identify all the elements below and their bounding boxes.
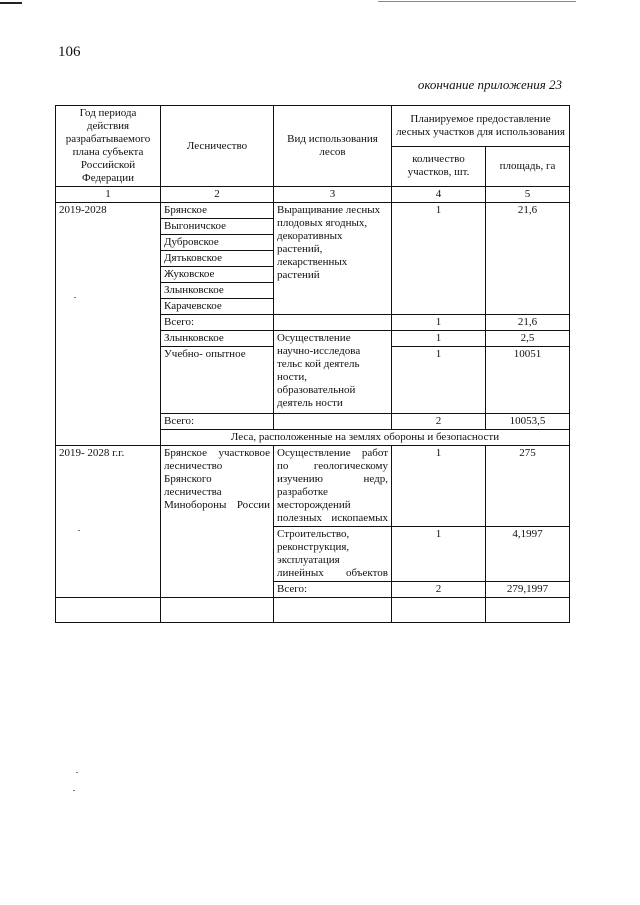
empty-cell: [392, 598, 486, 623]
use-cell: Выращивание лесных плодовых ягодных, декоративных растений, лекарственных растений: [274, 203, 392, 315]
table-row: [56, 203, 570, 219]
total-empty: [274, 414, 392, 430]
area-cell: 10051: [486, 347, 570, 414]
total-count: 2: [392, 414, 486, 430]
header-forestry: Лесничество: [161, 106, 274, 187]
appendix-caption: окончание приложения 23: [417, 77, 562, 92]
subtotal-label: Всего:: [161, 315, 274, 331]
top-left-rule: [0, 2, 22, 4]
section-title: Леса, расположенные на землях обороны и безопасности: [161, 430, 570, 446]
page-number: 106: [58, 44, 81, 60]
column-numbers-row: [56, 187, 570, 203]
forestry-cell: Учебно- опытное: [161, 347, 274, 414]
header-period: Год периода действия разрабатываемого плана субъекта Российской Федерации: [56, 106, 161, 187]
subtotal-empty: [274, 315, 392, 331]
header-area: площадь, га: [486, 146, 570, 187]
top-right-rule: [378, 1, 576, 2]
empty-cell: [486, 598, 570, 623]
subtotal-count: 1: [392, 315, 486, 331]
header-row-1: [56, 106, 570, 147]
header-count: количество участков, шт.: [392, 146, 486, 187]
empty-cell: [56, 598, 161, 623]
forestry-cell: Дятьковское: [161, 251, 274, 267]
forestry-cell: Брянское участковое лесничество Брянского лесничества Минобороны России: [161, 446, 274, 598]
forestry-cell: Жуковское: [161, 267, 274, 283]
area-cell: 275: [486, 446, 570, 527]
header-use: Вид использования лесов: [274, 106, 392, 187]
total-area: 10053,5: [486, 414, 570, 430]
forestry-cell: Карачевское: [161, 299, 274, 315]
area-cell: 2,5: [486, 331, 570, 347]
empty-row: [56, 598, 570, 623]
count-cell: 1: [392, 203, 486, 315]
empty-cell: [161, 598, 274, 623]
use-cell: Осуществление работ по геологическому изучению недр, разработке месторождений полезных ископаемых: [274, 446, 392, 527]
count-cell: 1: [392, 347, 486, 414]
forestry-cell: Злынковское: [161, 283, 274, 299]
forestry-cell: Выгоничское: [161, 219, 274, 235]
forest-use-table: [55, 105, 570, 623]
scan-speck: [76, 772, 78, 773]
use-cell: Осуществление научно-исследова тельс кой деятель ности, образовательной деятель ности: [274, 331, 392, 414]
forestry-cell: Злынковское: [161, 331, 274, 347]
total-area: 279,1997: [486, 582, 570, 598]
header-planned: Планируемое предоставление лесных участков для использования: [392, 106, 570, 147]
period-cell: 2019-2028: [56, 203, 161, 446]
forestry-cell: Брянское: [161, 203, 274, 219]
period-cell: 2019- 2028 г.г.: [56, 446, 161, 598]
col-num: 1: [56, 187, 161, 203]
col-num: 5: [486, 187, 570, 203]
empty-cell: [274, 598, 392, 623]
scan-speck: [78, 530, 80, 531]
scan-speck: [73, 790, 75, 791]
subtotal-area: 21,6: [486, 315, 570, 331]
scan-speck: [74, 297, 76, 298]
forestry-cell: Дубровское: [161, 235, 274, 251]
col-num: 3: [274, 187, 392, 203]
total-label: Всего:: [274, 582, 392, 598]
area-cell: 21,6: [486, 203, 570, 315]
total-count: 2: [392, 582, 486, 598]
count-cell: 1: [392, 331, 486, 347]
use-cell: Строительство, реконструкция, эксплуатация линейных объектов: [274, 527, 392, 582]
count-cell: 1: [392, 446, 486, 527]
count-cell: 1: [392, 527, 486, 582]
total-label: Всего:: [161, 414, 274, 430]
area-cell: 4,1997: [486, 527, 570, 582]
table-row: [56, 446, 570, 527]
col-num: 4: [392, 187, 486, 203]
col-num: 2: [161, 187, 274, 203]
